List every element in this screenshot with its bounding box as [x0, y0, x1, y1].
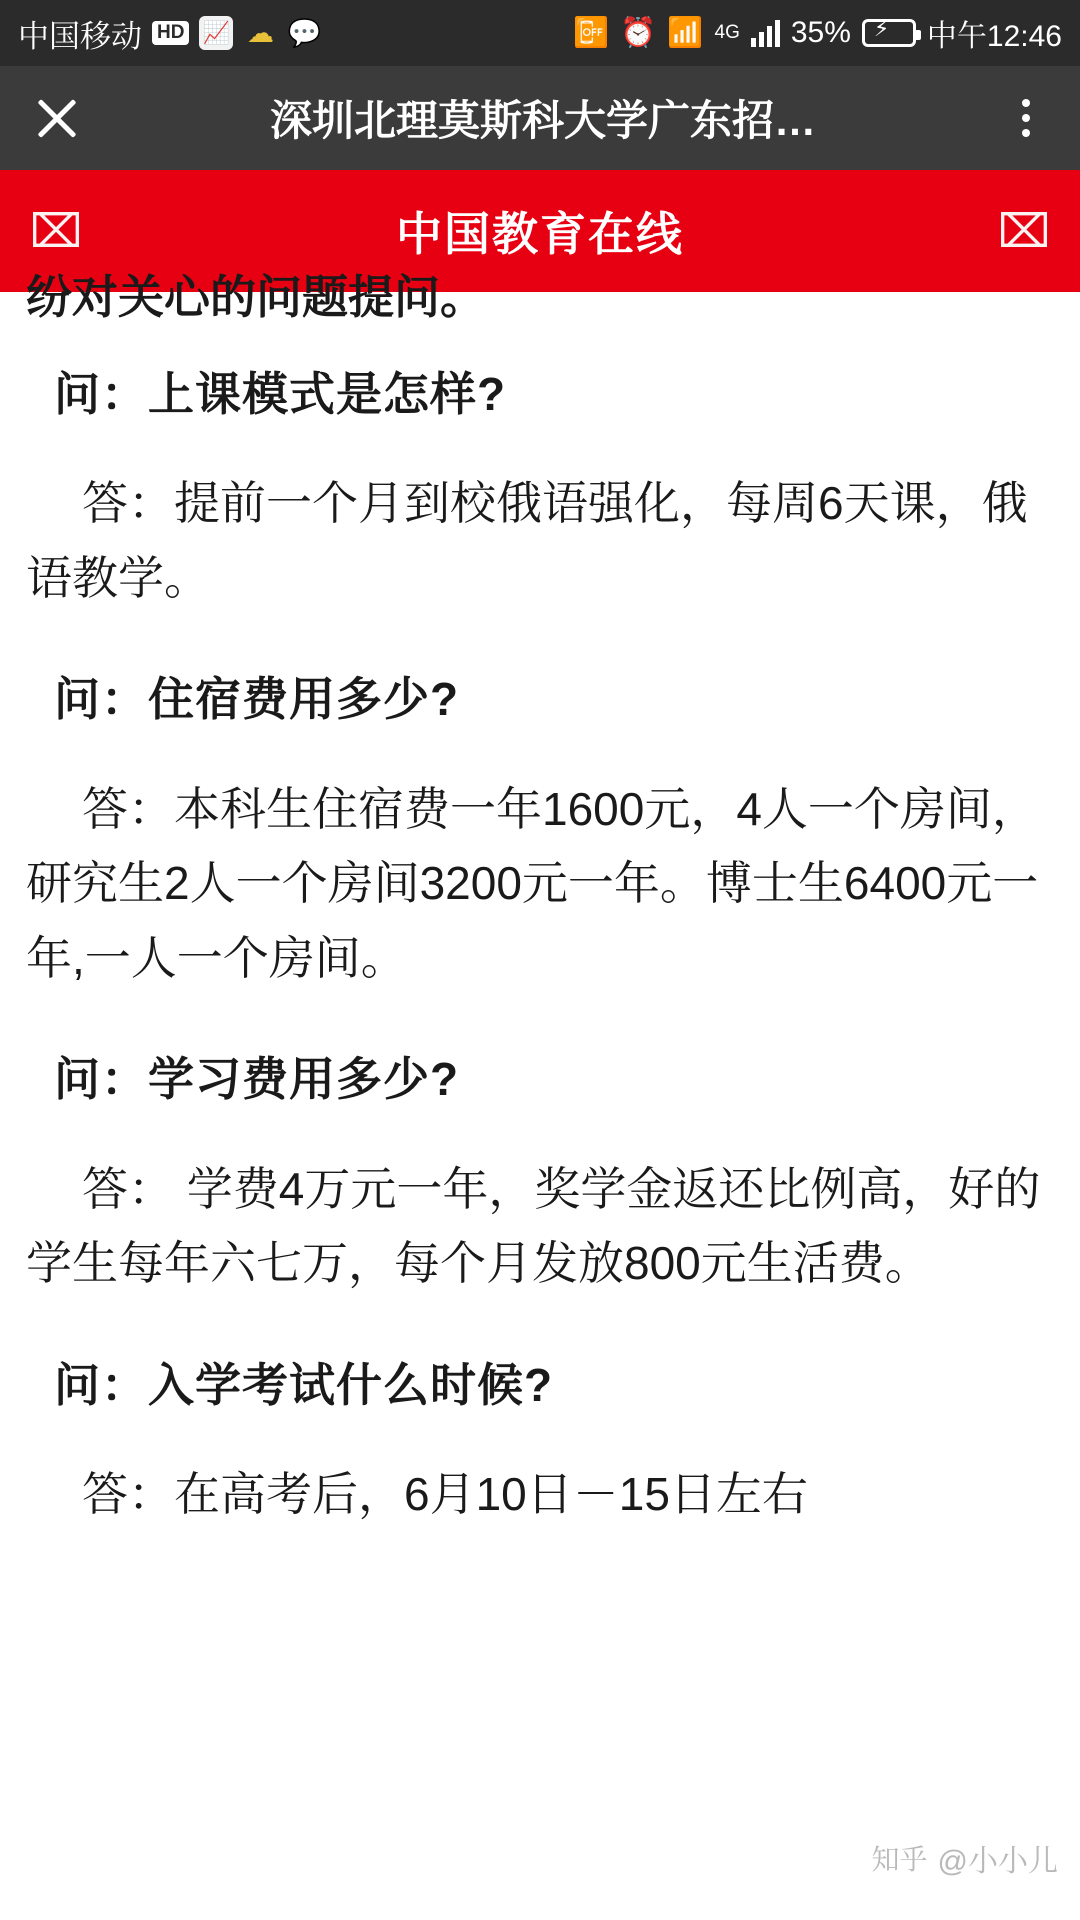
watermark-username: @小小儿 — [937, 1845, 1058, 1878]
close-icon[interactable] — [26, 87, 88, 149]
status-bar-left — [18, 11, 321, 56]
qa-answer: 答：在高考后，6月10日－15日左右 — [82, 1468, 808, 1521]
battery-icon: ⚡ — [862, 19, 916, 47]
banner-left-icon: ⌧ — [29, 205, 83, 257]
article-content — [0, 266, 1080, 1894]
page-title: 深圳北理莫斯科大学广东招… — [269, 97, 816, 144]
zhihu-logo-icon: 知乎 — [871, 1844, 928, 1875]
qa-question: 问：住宿费用多少? — [54, 673, 460, 726]
banner-title: 中国教育在线 — [396, 208, 684, 260]
signal-strength-icon — [751, 19, 780, 47]
status-bar — [0, 0, 1080, 66]
qa-question: 问：学习费用多少? — [54, 1053, 460, 1106]
clock-label: 中午12:46 — [926, 20, 1062, 53]
hd-badge: HD — [152, 21, 189, 45]
cloud-icon: ☁ — [246, 17, 274, 48]
qa-answer: 答：提前一个月到校俄语强化，每周6天课，俄语教学。 — [26, 477, 1028, 604]
network-type-label: 4G — [714, 22, 740, 43]
wifi-icon: 📶 — [667, 17, 704, 49]
watermark — [872, 1836, 1058, 1880]
clipped-paragraph: 纷对关心的问题提问。 — [26, 271, 486, 323]
qa-answer: 答： 学费4万元一年，奖学金返还比例高，好的学生每年六七万，每个月发放800元生活费。 — [26, 1162, 1041, 1290]
qa-question: 问：上课模式是怎样? — [54, 368, 507, 420]
vibrate-icon: 📴 — [573, 17, 610, 49]
banner-right-icon: ⌧ — [997, 205, 1051, 257]
carrier-label: 中国移动 — [18, 18, 142, 54]
more-options-icon[interactable] — [998, 99, 1054, 137]
qa-question: 问：入学考试什么时候? — [54, 1358, 554, 1411]
battery-percent-label: 35% — [790, 16, 851, 49]
app-titlebar — [0, 66, 1080, 170]
wechat-icon: 💬 — [287, 18, 322, 48]
alarm-icon: ⏰ — [620, 17, 657, 49]
qa-answer: 答：本科生住宿费一年1600元，4人一个房间，研究生2人一个房间3200元一年。博士生6400元一年,一人一个房间。 — [26, 782, 1039, 984]
status-bar-right — [573, 11, 1062, 55]
stock-icon: 📈 — [199, 16, 233, 50]
